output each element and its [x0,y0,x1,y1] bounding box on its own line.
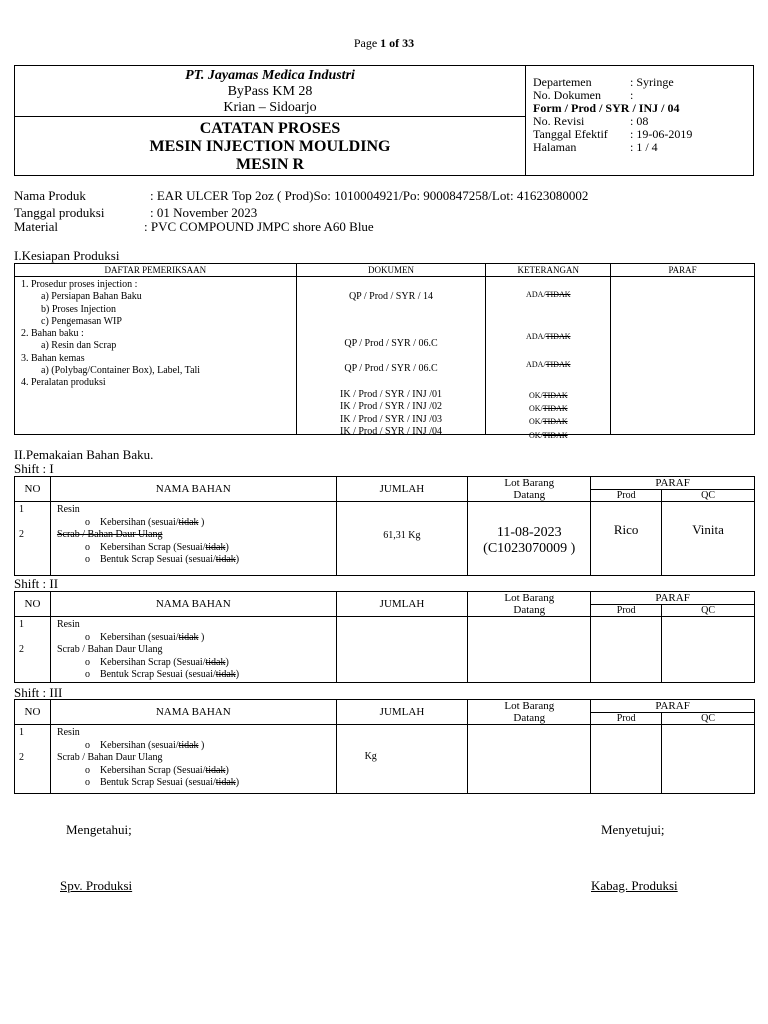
remarks-ok: OK/TIDAK [528,430,568,440]
header-left [15,66,526,175]
material-resin: Resin [56,504,80,515]
amount-value [336,617,468,683]
meta-row [533,141,692,154]
table-row [15,502,755,576]
checklist-item: 3. Bahan kemas [21,352,85,364]
checklist-item: 2. Bahan baku : [21,328,84,340]
check-item: o Bentuk Scrap Sesuai (sesuai/tidak) [84,669,240,680]
col-header-document: DOKUMEN [296,264,486,277]
supervisor-role: Spv. Produksi [60,878,133,893]
check-item: o Kebersihan (sesuai/tidak ) [84,516,205,528]
col-header-material: NAMA BAHAN [50,477,336,502]
page-total: 33 [402,36,415,50]
no-cell: 1 2 [15,502,51,576]
initial-cell [611,277,755,435]
lot-value: 11-08-2023 (C1023070009 ) [468,502,591,576]
col-header-material: NAMA BAHAN [50,700,336,725]
meta-key: Tanggal Efektif [533,127,608,141]
check-item: o Kebersihan (sesuai/tidak ) [84,631,205,643]
col-header-no: NO [15,477,51,502]
product-name-row [14,188,588,204]
acknowledged-label: Mengetahui; [66,822,132,837]
remarks-ada: ADA/TIDAK [526,360,571,369]
remarks-ok: OK/TIDAK [528,404,568,414]
table-row [15,725,755,794]
material-scrap: Scrab / Bahan Daur Ulang [56,752,163,763]
product-name-label: Nama Produk [14,188,86,203]
checklist-cell [15,277,297,435]
approved-label: Menyetujui; [601,822,665,837]
material-cell [50,617,336,683]
meta-key: Form / Prod / SYR / INJ / 04 [533,101,680,115]
shift-label: Shift : I [14,461,54,476]
remarks-ada: ADA/TIDAK [526,290,571,299]
page-of: of [386,36,403,50]
col-header-no: NO [15,700,51,725]
check-item: o Kebersihan Scrap (Sesuai/tidak) [84,764,229,776]
production-date-value: : 01 November 2023 [150,205,258,220]
material-scrap: Scrab / Bahan Daur Ulang [56,529,163,540]
checklist-item: a) Persiapan Bahan Baku [41,291,142,303]
qc-initial [662,617,755,683]
material-row [14,219,374,235]
meta-value: : 08 [630,114,649,128]
meta-value: : 19-06-2019 [630,127,693,141]
remarks-cell [486,277,611,440]
qc-initial: Vinita [662,502,755,576]
remarks-ok: OK/TIDAK [528,417,568,427]
remarks-ada: ADA/TIDAK [526,332,571,341]
col-header-lot: Lot Barang Datang [468,700,591,725]
col-header-amount: JUMLAH [336,477,468,502]
check-item: o Kebersihan Scrap (Sesuai/tidak) [84,541,229,553]
meta-key: Halaman [533,140,577,154]
col-header-lot: Lot Barang Datang [468,592,591,617]
material-label: Material [14,219,59,234]
shift-table [14,699,755,794]
table-header-row [15,700,755,713]
production-date-label: Tanggal produksi [14,205,105,220]
checklist-item: 1. Prosedur proses injection : [21,279,138,290]
checklist-item: 4. Peralatan produksi [21,377,106,389]
title-line-3: MESIN R [235,156,304,173]
title-line-2: MESIN INJECTION MOULDING [149,138,391,155]
check-item: o Bentuk Scrap Sesuai (sesuai/tidak) [84,777,240,788]
no-cell: 1 2 [15,725,51,794]
col-header-checklist: DAFTAR PEMERIKSAAN [15,264,297,277]
col-header-prod: Prod [591,713,662,725]
document-ref: QP / Prod / SYR / 14 [348,291,434,302]
check-item: o Bentuk Scrap Sesuai (sesuai/tidak) [84,554,240,565]
lot-value [468,725,591,794]
document-ref: IK / Prod / SYR / INJ /02 [340,401,442,413]
readiness-table [14,263,755,440]
lot-value [468,617,591,683]
section-2-title: II.Pemakaian Bahan Baku. [14,447,154,462]
document-cell [296,277,486,435]
col-header-lot: Lot Barang Datang [468,477,591,502]
material-resin: Resin [56,619,80,630]
section-1-title: I.Kesiapan Produksi [14,248,120,263]
head-role: Kabag. Produksi [591,878,678,893]
col-header-remarks: KETERANGAN [486,264,611,277]
col-header-prod: Prod [591,605,662,617]
shift-label: Shift : III [14,685,63,700]
col-header-initial: PARAF [591,477,755,490]
col-header-prod: Prod [591,490,662,502]
prod-initial [591,725,662,794]
table-row [15,617,755,683]
checklist-item: a) Resin dan Scrap [41,340,117,352]
meta-value: : Syringe [630,75,674,89]
document-ref: IK / Prod / SYR / INJ /04 [340,425,442,437]
material-scrap: Scrab / Bahan Daur Ulang [56,644,163,655]
col-header-qc: QC [662,605,755,617]
col-header-initial: PARAF [591,700,755,713]
meta-key: No. Revisi [533,114,585,128]
page-number [0,36,768,51]
company-block [15,66,525,117]
col-header-material: NAMA BAHAN [50,592,336,617]
company-address-1: ByPass KM 28 [227,84,313,99]
company-name: PT. Jayamas Medica Industri [185,68,355,83]
checklist-item: c) Pengemasan WIP [41,315,122,327]
document-ref: QP / Prod / SYR / 06.C [344,338,438,349]
check-item: o Kebersihan Scrap (Sesuai/tidak) [84,656,229,668]
amount-value: 61,31 Kg [336,502,468,576]
meta-value: : 1 / 4 [630,140,658,154]
shift-table [14,591,755,683]
title-line-1: CATATAN PROSES [199,120,341,137]
meta-key: Departemen [533,75,592,89]
document-title [15,118,525,174]
col-header-qc: QC [662,490,755,502]
col-header-qc: QC [662,713,755,725]
col-header-initial: PARAF [591,592,755,605]
document-ref: QP / Prod / SYR / 06.C [344,363,438,374]
material-value: : PVC COMPOUND JMPC shore A60 Blue [144,219,374,234]
page-prefix: Page [353,36,381,50]
check-item: o Kebersihan (sesuai/tidak ) [84,739,205,751]
document-ref: IK / Prod / SYR / INJ /03 [340,413,442,425]
document-header [14,65,754,176]
product-name-value: : EAR ULCER Top 2oz ( Prod)So: 1010004921/Po: 9000847258/Lot: 41623080002 [150,188,589,203]
material-cell [50,725,336,794]
company-address-2: Krian – Sidoarjo [223,100,317,115]
shift-table [14,476,755,576]
table-header-row [15,264,755,277]
qc-initial [662,725,755,794]
prod-initial [591,617,662,683]
checklist-item: a) (Polybag/Container Box), Label, Tali [41,365,201,377]
col-header-amount: JUMLAH [336,592,468,617]
material-resin: Resin [56,727,80,738]
document-ref: IK / Prod / SYR / INJ /01 [340,389,442,400]
prod-initial: Rico [591,502,662,576]
table-header-row [15,592,755,605]
col-header-initial: PARAF [611,264,755,277]
meta-value: : [630,88,634,102]
document-meta [533,76,692,154]
meta-key: No. Dokumen [533,88,601,102]
col-header-no: NO [15,592,51,617]
material-cell [50,502,336,576]
table-row [15,277,755,435]
remarks-ok: OK/TIDAK [528,391,568,400]
amount-value: Kg [336,725,468,794]
page-current: 1 [380,36,387,50]
checklist-item: b) Proses Injection [41,303,116,315]
table-header-row [15,477,755,490]
shift-label: Shift : II [14,576,59,591]
no-cell: 1 2 [15,617,51,683]
col-header-amount: JUMLAH [336,700,468,725]
